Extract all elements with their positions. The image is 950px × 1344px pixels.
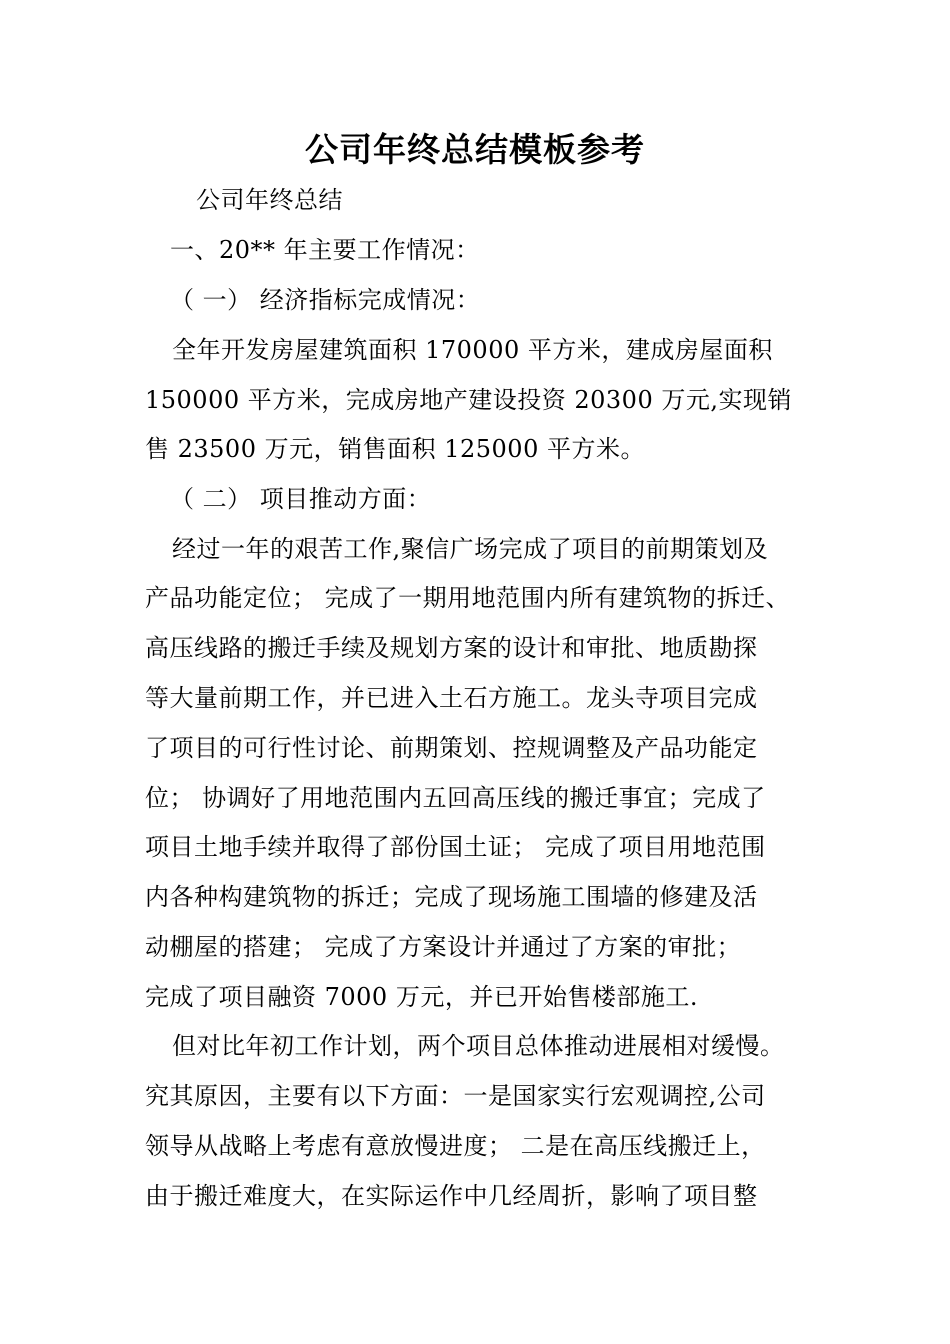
paragraph-line: 全年开发房屋建筑面积 170000 平方米，建成房屋面积	[172, 336, 773, 364]
paragraph-line: 动棚屋的搭建； 完成了方案设计并通过了方案的审批；	[145, 933, 742, 961]
document-subtitle: 公司年终总结	[196, 186, 343, 214]
paragraph-line: 项目土地手续并取得了部份国土证； 完成了项目用地范围	[145, 833, 766, 861]
subsection-heading-project-progress: （ 二） 项目推动方面：	[170, 485, 432, 513]
document-title: 公司年终总结模板参考	[305, 130, 645, 169]
paragraph-line: 内各种构建筑物的拆迁；完成了现场施工围墙的修建及活	[145, 883, 758, 911]
paragraph-line: 售 23500 万元，销售面积 125000 平方米。	[145, 435, 645, 463]
paragraph-line: 了项目的可行性讨论、前期策划、控规调整及产品功能定	[145, 734, 758, 762]
paragraph-line: 究其原因，主要有以下方面：一是国家实行宏观调控,公司	[145, 1082, 766, 1110]
subsection-heading-economic-indicators: （ 一） 经济指标完成情况：	[170, 286, 481, 314]
paragraph-line: 位； 协调好了用地范围内五回高压线的搬迁事宜；完成了	[145, 784, 766, 812]
paragraph-line: 150000 平方米，完成房地产建设投资 20300 万元,实现销	[145, 386, 792, 414]
paragraph-line: 由于搬迁难度大，在实际运作中几经周折，影响了项目整	[145, 1182, 758, 1210]
section-heading-main-work: 一、20** 年主要工作情况：	[170, 236, 480, 264]
paragraph-line: 等大量前期工作，并已进入土石方施工。龙头寺项目完成	[145, 684, 758, 712]
paragraph-line: 领导从战略上考虑有意放慢进度； 二是在高压线搬迁上，	[145, 1132, 766, 1160]
paragraph-line: 但对比年初工作计划，两个项目总体推动进展相对缓慢。	[172, 1032, 785, 1060]
paragraph-line: 高压线路的搬迁手续及规划方案的设计和审批、地质勘探	[145, 634, 758, 662]
paragraph-line: 产品功能定位； 完成了一期用地范围内所有建筑物的拆迁、	[145, 584, 791, 612]
paragraph-line: 完成了项目融资 7000 万元，并已开始售楼部施工.	[145, 983, 698, 1011]
paragraph-line: 经过一年的艰苦工作,聚信广场完成了项目的前期策划及	[172, 535, 769, 563]
